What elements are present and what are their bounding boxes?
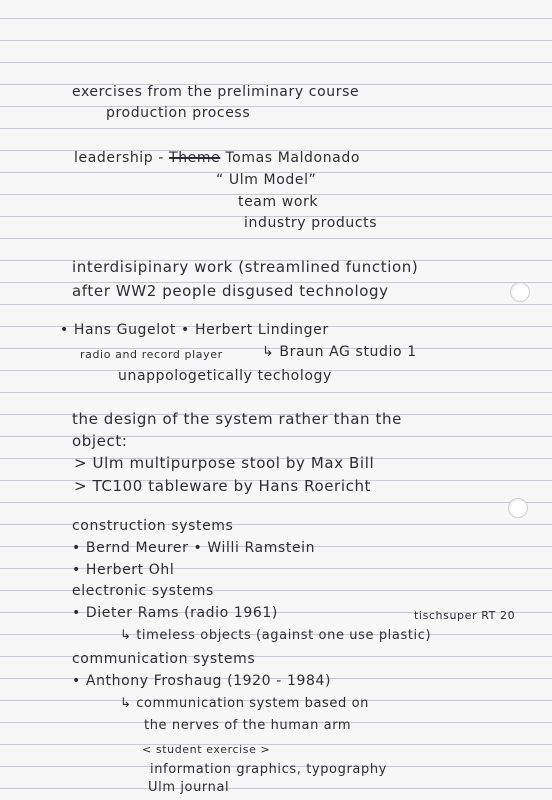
leadership-label: leadership - [74, 150, 164, 166]
note-system-design: the design of the system rather than the [72, 410, 402, 428]
note-ulm-model: “ Ulm Model” [216, 172, 317, 188]
note-tc100: > TC100 tableware by Hans Roericht [74, 477, 372, 495]
note-interdisciplinary: interdisipinary work (streamlined function) [72, 258, 419, 276]
note-communication-heading: communication systems [72, 651, 256, 667]
note-ulm-journal: Ulm journal [148, 780, 230, 795]
leadership-name: Tomas Maldonado [225, 150, 361, 166]
note-human-arm: the nerves of the human arm [144, 718, 352, 733]
note-ulm-stool: > Ulm multipurpose stool by Max Bill [74, 454, 375, 472]
note-radio-record: radio and record player [80, 348, 223, 361]
note-info-graphics: information graphics, typography [150, 762, 387, 777]
note-intro-line1: exercises from the preliminary course [72, 84, 360, 100]
note-intro-line2: production process [106, 105, 251, 121]
leadership-crossed-out: Theme [169, 150, 221, 166]
note-leadership [74, 150, 360, 166]
note-braun-studio: ↳ Braun AG studio 1 [262, 344, 417, 360]
note-dieter-rams: • Dieter Rams (radio 1961) [72, 605, 278, 621]
note-student-exercise: < student exercise > [142, 743, 271, 756]
punch-hole-top [510, 282, 530, 302]
note-electronic-heading: electronic systems [72, 583, 214, 599]
punch-hole-bottom [508, 498, 528, 518]
note-communication-based: ↳ communication system based on [120, 696, 369, 711]
note-construction-names: • Bernd Meurer • Willi Ramstein [72, 540, 316, 556]
note-unapologetic: unappologetically techology [118, 368, 332, 384]
note-construction-heading: construction systems [72, 518, 234, 534]
note-after-ww2: after WW2 people disgused technology [72, 282, 389, 300]
note-industry-products: industry products [244, 215, 378, 231]
note-timeless: ↳ timeless objects (against one use plastic) [120, 628, 432, 643]
note-froshaug: • Anthony Froshaug (1920 - 1984) [72, 673, 332, 689]
note-rt20: tischsuper RT 20 [414, 609, 516, 622]
note-object: object: [72, 432, 128, 450]
note-team-work: team work [238, 194, 319, 210]
note-designers: • Hans Gugelot • Herbert Lindinger [60, 322, 329, 338]
note-herbert-ohl: • Herbert Ohl [72, 562, 175, 578]
